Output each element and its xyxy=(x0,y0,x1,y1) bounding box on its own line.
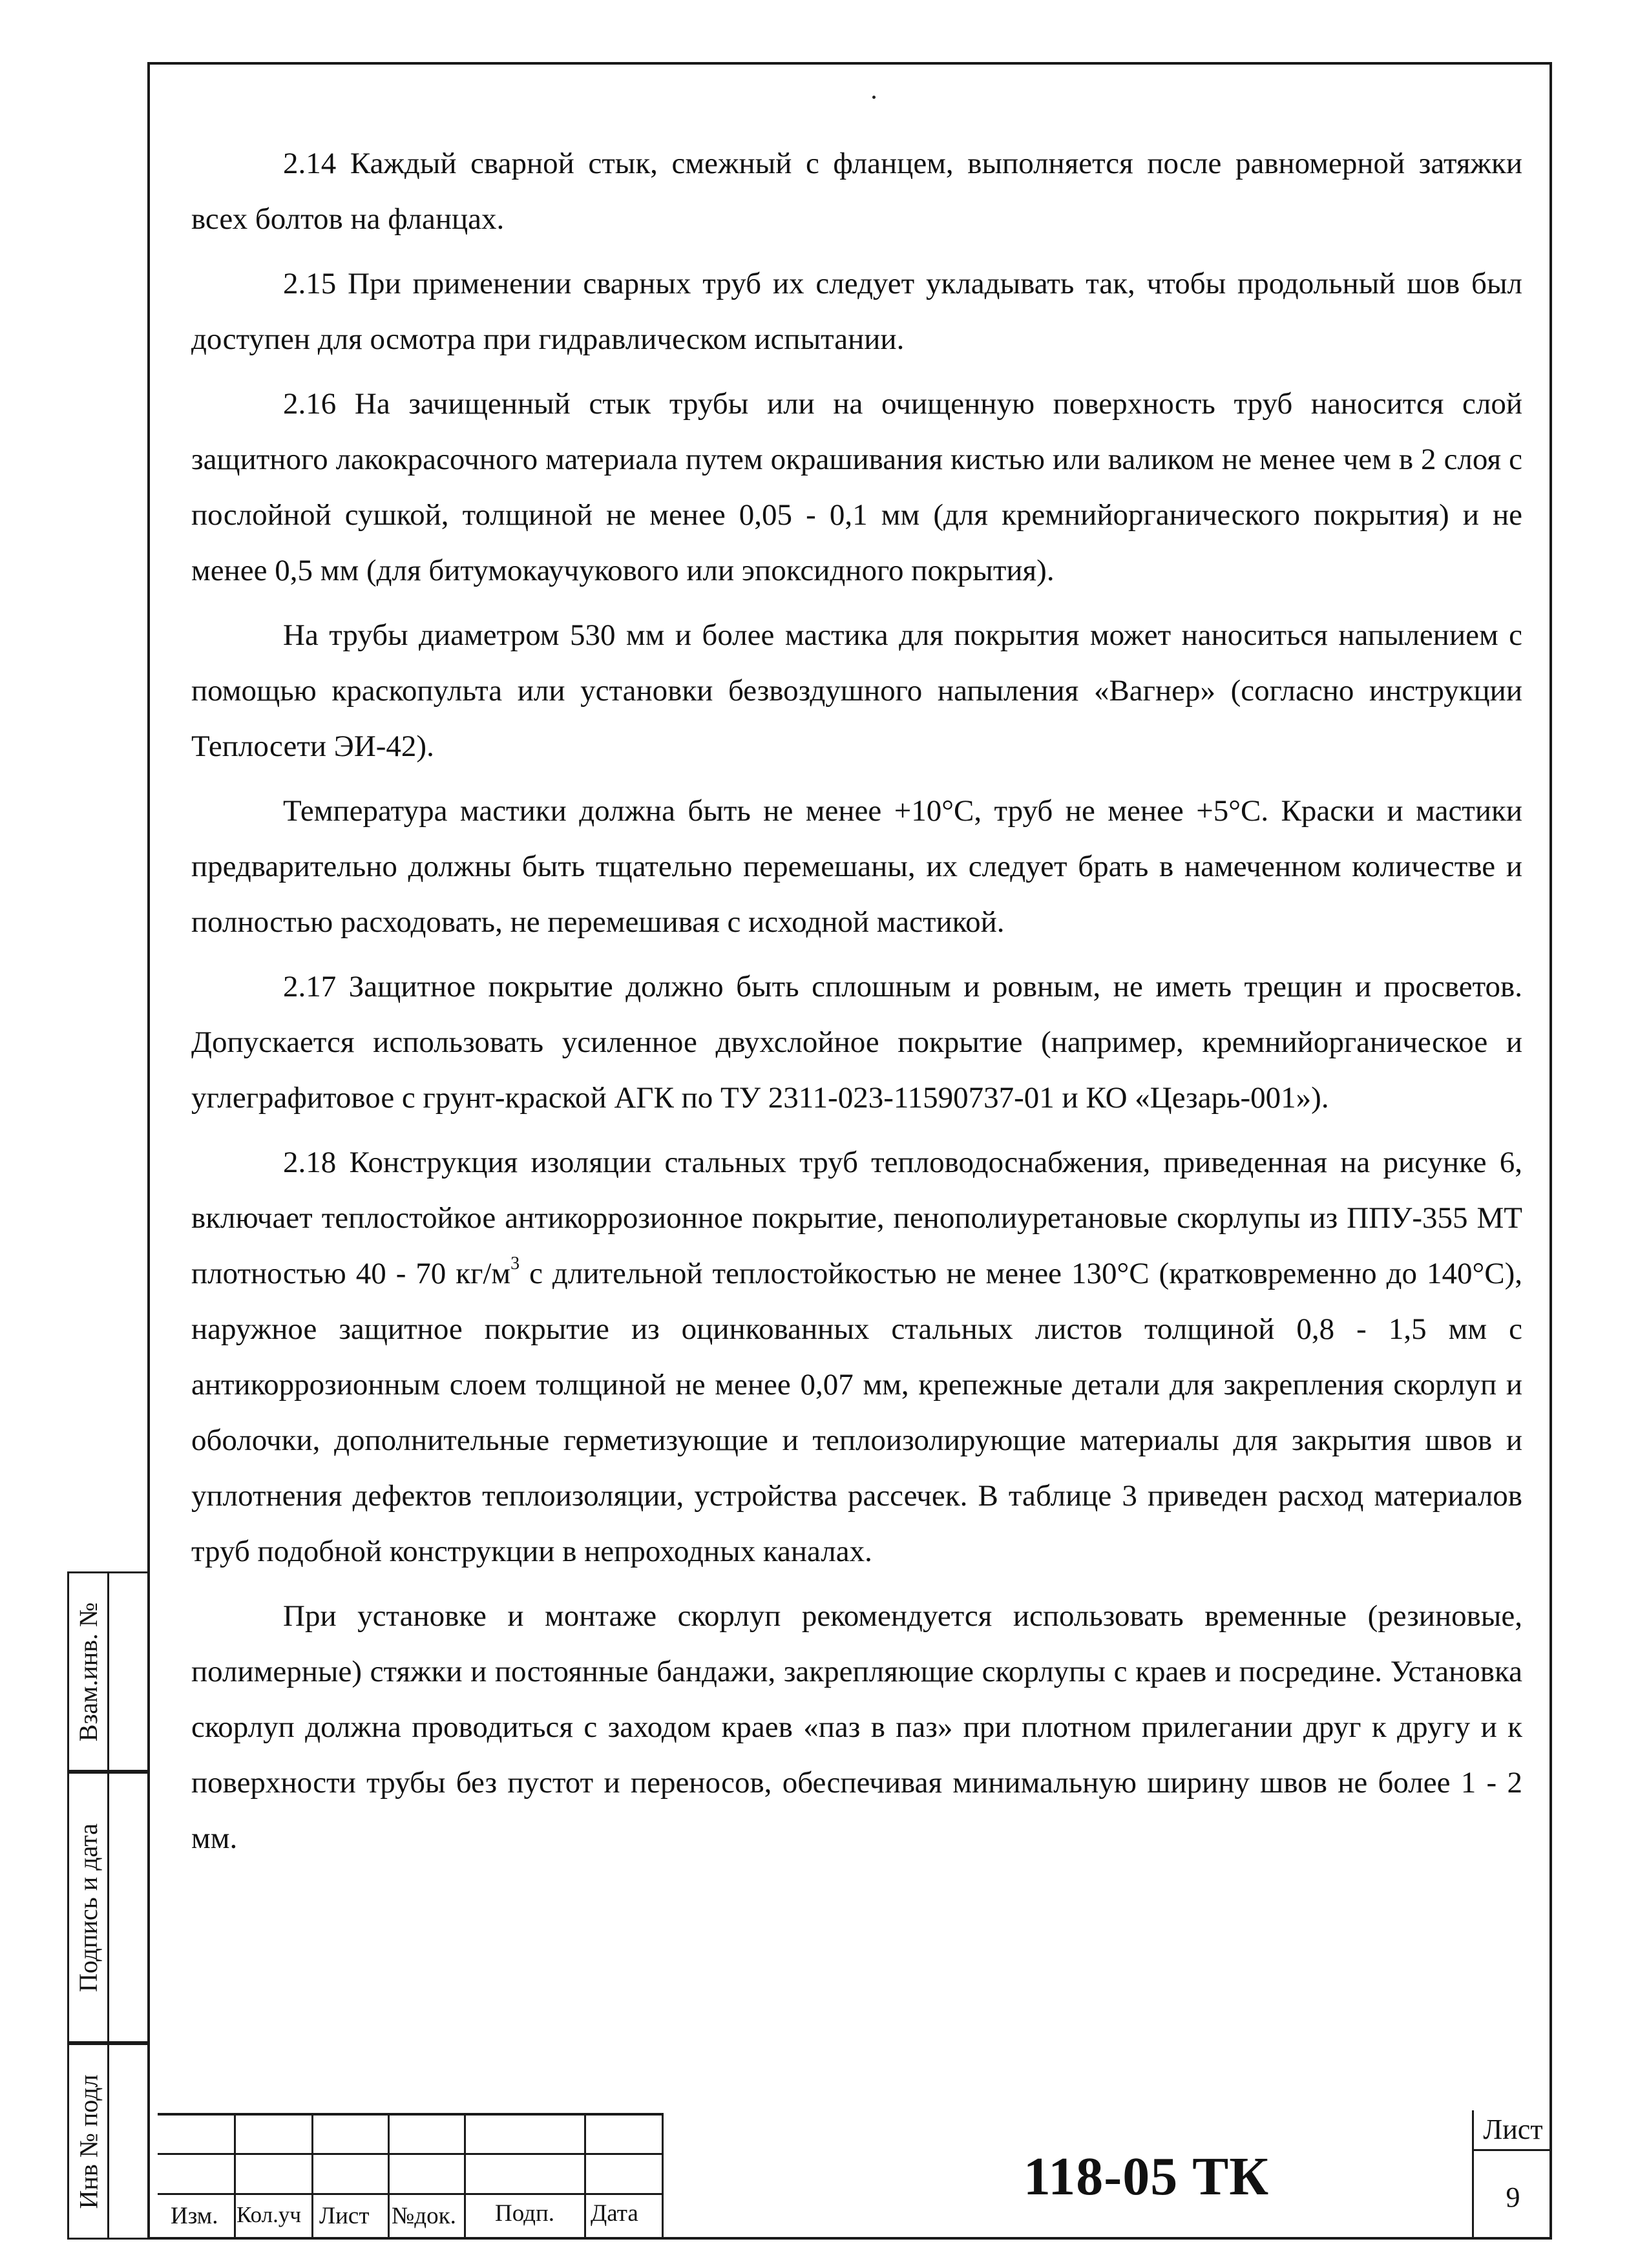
paragraph-2-18-part1: 2.18 Конструкция изоляции стальных труб тепловодоснабжения, приведенная на рисунке 6, включает теплостойкое антикоррозионное покрытие, пенополиуретановые скорлупы из ППУ-355 МТ плотностью 40 - 70 кг/м xyxy=(191,1146,1522,1290)
paragraph-2-17: 2.17 Защитное покрытие должно быть сплошным и ровным, не иметь трещин и просветов. Допускается использовать усиленное двухслойное покрытие (например, кремнийорганическое и углеграфитовое с грунт-краской АГК по ТУ 2311-023-11590737-01 и КО «Цезарь-001»). xyxy=(191,970,1522,1115)
superscript-three: 3 xyxy=(510,1254,520,1274)
paragraph-temperature: Температура мастики должна быть не менее +10°С, труб не менее +5°С. Краски и мастики предварительно должны быть тщательно перемешаны, их следует брать в намеченном количестве и полностью расходовать, не перемешивая с исходной мастикой. xyxy=(191,794,1522,939)
side-label-inv: Инв № подл xyxy=(74,2074,103,2209)
sheet-box xyxy=(1472,2110,1552,2240)
side-stamp-vzam xyxy=(67,1571,147,1772)
paragraph-spraying: На трубы диаметром 530 мм и более мастика для покрытия может наноситься напылением с помощью краскопульта или установки безвоздушного напыления «Вагнер» (согласно инструкции Теплосети ЭИ-42). xyxy=(191,618,1522,763)
paragraph-2-18-part2: с длительной теплостойкостью не менее 130°С (кратковременно до 140°С), наружное защитное покрытие из оцинкованных стальных листов толщиной 0,8 - 1,5 мм с антикоррозионным слоем толщиной не менее 0,07 мм, крепежные детали для закрепления скорлуп и оболочки, дополнительные герметизующие и теплоизолирующие материалы для закрытия швов и уплотнения дефектов теплоизоляции, устройства рассечек. В таблице 3 приведен расход материалов труб подобной конструкции в непроходных каналах. xyxy=(191,1257,1522,1568)
col-podp: Подп. xyxy=(495,2200,555,2227)
side-stamp-podpis xyxy=(67,1772,147,2043)
side-stamp-inv xyxy=(67,2043,147,2240)
title-block xyxy=(158,2113,1552,2240)
paragraph-installation: При установке и монтаже скорлуп рекомендуется использовать временные (резиновые, полимерные) стяжки и постоянные бандажи, закрепляющие скорлупы с краев и посредине. Установка скорлуп должна проводиться с заходом краев «паз в паз» при плотном прилегании друг к другу и к поверхности трубы без пустот и переносов, обеспечивая минимальную ширину швов не более 1 - 2 мм. xyxy=(191,1599,1522,1855)
col-kolvo: Кол.уч xyxy=(236,2202,301,2227)
sheet-number: 9 xyxy=(1506,2181,1520,2213)
sheet-label: Лист xyxy=(1474,2110,1552,2151)
paragraph-2-18 xyxy=(191,1135,1522,1579)
paragraph-2-15: 2.15 При применении сварных труб их следует укладывать так, чтобы продольный шов был доступен для осмотра при гидравлическом испытании. xyxy=(191,267,1522,356)
paragraph-2-16: 2.16 На зачищенный стык трубы или на очищенную поверхность труб наносится слой защитного лакокрасочного материала путем окрашивания кистью или валиком не менее чем в 2 слоя с послойной сушкой, толщиной не менее 0,05 - 0,1 мм (для кремнийорганического покрытия) и не менее 0,5 мм (для битумокаучукового или эпоксидного покрытия). xyxy=(191,387,1522,587)
revision-grid xyxy=(158,2113,658,2240)
col-izm: Изм. xyxy=(171,2203,218,2229)
col-ndok: №док. xyxy=(392,2203,456,2229)
col-list: Лист xyxy=(319,2203,370,2229)
paragraph-2-14: 2.14 Каждый сварной стык, смежный с фланцем, выполняется после равномерной затяжки всех болтов на фланцах. xyxy=(191,147,1522,236)
side-label-podpis: Подпись и дата xyxy=(74,1823,103,1992)
col-data: Дата xyxy=(591,2200,638,2227)
document-code: 118-05 ТК xyxy=(1023,2146,1270,2207)
side-label-vzam: Взам.инв. № xyxy=(74,1602,103,1741)
scan-dot xyxy=(872,96,876,99)
document-body xyxy=(191,136,1522,1866)
